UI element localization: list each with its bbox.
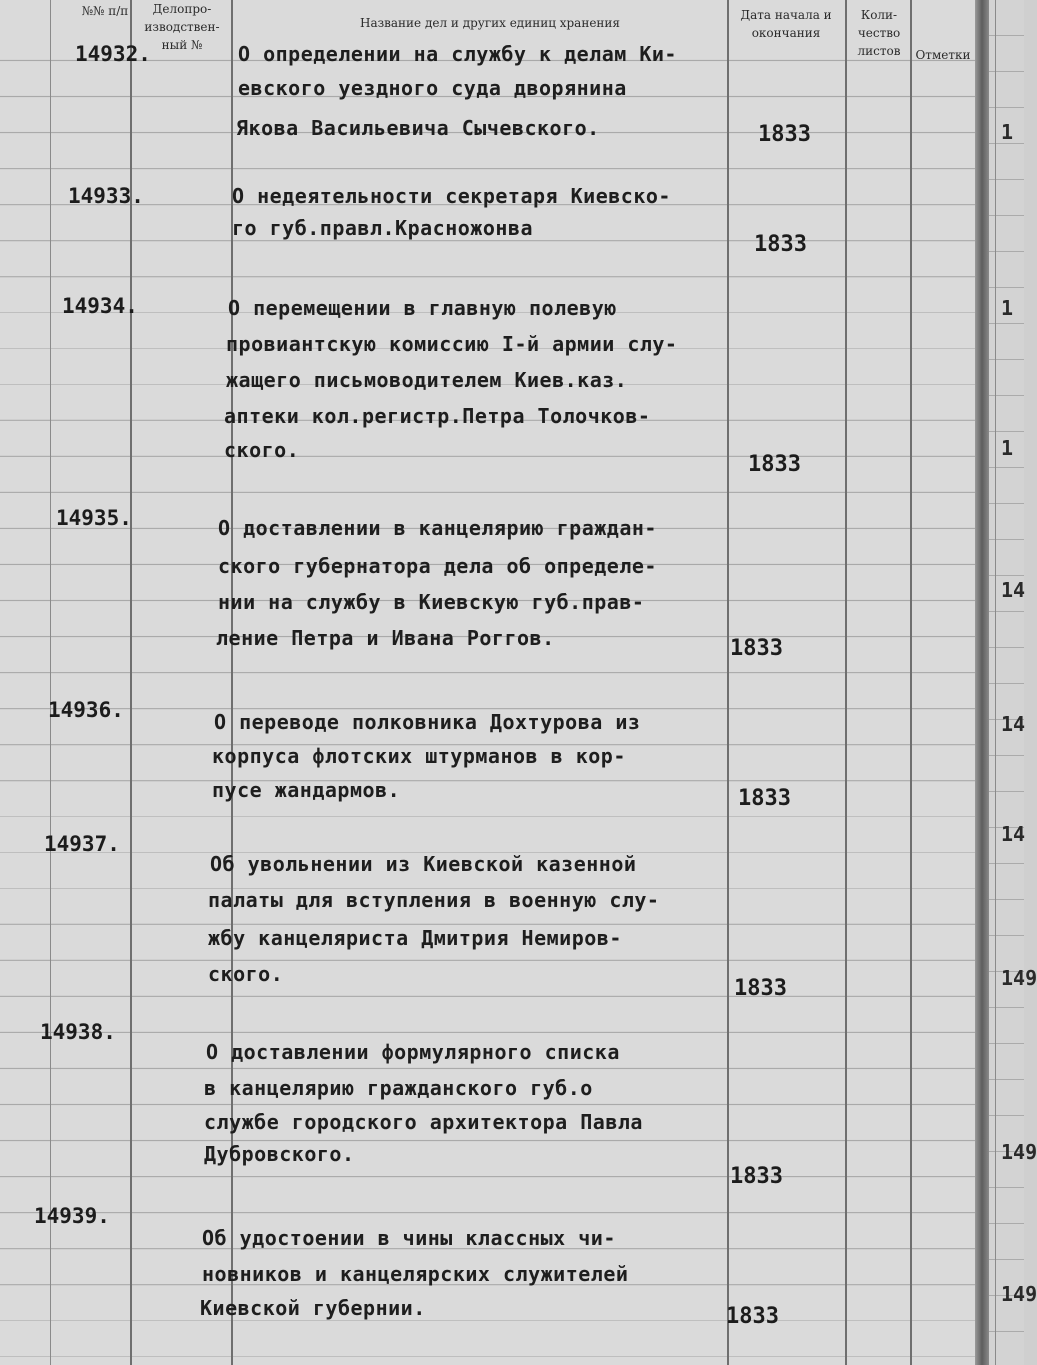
entry-title-line: О недеятельности секретаря Киевско- — [232, 184, 671, 208]
entry-title-line: провиантскую комиссию I-й армии слу- — [226, 332, 678, 356]
next-page-number: 1 — [1001, 120, 1014, 144]
entry-number: 14933. — [68, 184, 144, 208]
entry-title-line: корпуса флотских штурманов в кор- — [212, 744, 626, 768]
next-page-number: 1 — [1001, 436, 1014, 460]
entry-number: 14939. — [34, 1204, 110, 1228]
next-page-number: 14 — [1001, 712, 1026, 736]
entry-title-line: палаты для вступления в военную слу- — [208, 888, 660, 912]
column-divider — [727, 0, 729, 1365]
next-page-number: 149 — [1001, 1140, 1037, 1164]
entry-title-line: нии на службу в Киевскую губ.прав- — [218, 590, 645, 614]
header-title: Название дел и других единиц хранения — [359, 16, 620, 30]
entry-date: 1833 — [748, 452, 801, 477]
entry-title-line: Об увольнении из Киевской казенной — [210, 852, 637, 876]
entry-date: 1833 — [726, 1304, 779, 1329]
entry-date: 1833 — [754, 232, 807, 257]
entry-date: 1833 — [758, 122, 811, 147]
entry-title-line: Киевской губернии. — [200, 1296, 426, 1320]
entry-title-line: го губ.правл.Красножонва — [232, 216, 533, 240]
entry-number: 14937. — [44, 832, 120, 856]
entry-title-line: жащего письмоводителем Киев.каз. — [226, 368, 628, 392]
ruling-line — [995, 0, 996, 1365]
entry-number: 14935. — [56, 506, 132, 530]
entry-title-line: службе городского архитектора Павла — [204, 1110, 643, 1134]
entry-title-line: аптеки кол.регистр.Петра Толочков- — [224, 404, 651, 428]
next-page-number: 149 — [1001, 1282, 1037, 1306]
entry-title-line: новников и канцелярских служителей — [202, 1262, 629, 1286]
entry-title-line: Якова Васильевича Сычевского. — [236, 116, 600, 140]
entry-title-line: ского. — [224, 438, 300, 462]
next-page-number: 14 — [1001, 578, 1026, 602]
entry-number: 14938. — [40, 1020, 116, 1044]
book-spine — [975, 0, 989, 1365]
entry-title-line: ского. — [208, 962, 284, 986]
entry-number: 14936. — [48, 698, 124, 722]
column-divider — [845, 0, 847, 1365]
entry-date: 1833 — [730, 1164, 783, 1189]
entry-date: 1833 — [730, 636, 783, 661]
entry-title-line: в канцелярию гражданского губ.о — [204, 1076, 593, 1100]
entry-date: 1833 — [738, 786, 791, 811]
entry-title-line: Дубровского. — [204, 1142, 355, 1166]
entry-number: 14934. — [62, 294, 138, 318]
header-notes: Отметки — [915, 48, 971, 62]
entry-title-line: О перемещении в главную полевую — [228, 296, 617, 320]
header-dates: Дата начала и окончания — [740, 8, 832, 40]
ruling-line — [50, 0, 51, 1365]
next-page-number: 1 — [1001, 296, 1014, 320]
entry-title-line: О доставлении в канцелярию граждан- — [218, 516, 657, 540]
header-office-number: Делопро-изводствен-ный № — [144, 2, 220, 52]
next-page-number: 149 — [1001, 966, 1037, 990]
entry-title-line: О переводе полковника Дохтурова из — [214, 710, 641, 734]
header-number: №№ п/п — [81, 4, 129, 18]
entry-title-line: О определении на службу к делам Ки- — [238, 42, 677, 66]
entry-date: 1833 — [734, 976, 787, 1001]
entry-title-line: евского уездного суда дворянина — [238, 76, 627, 100]
next-page-number: 14 — [1001, 822, 1026, 846]
column-divider — [910, 0, 912, 1365]
entry-title-line: ление Петра и Ивана Роггов. — [216, 626, 555, 650]
entry-number: 14932. — [75, 42, 151, 66]
header-sheets: Коли-чество листов — [857, 8, 901, 58]
entry-title-line: пусе жандармов. — [212, 778, 401, 802]
entry-title-line: Об удостоении в чины классных чи- — [202, 1226, 616, 1250]
entry-title-line: ского губернатора дела об определе- — [218, 554, 657, 578]
entry-title-line: О доставлении формулярного списка — [206, 1040, 620, 1064]
entry-title-line: жбу канцеляриста Дмитрия Немиров- — [208, 926, 622, 950]
